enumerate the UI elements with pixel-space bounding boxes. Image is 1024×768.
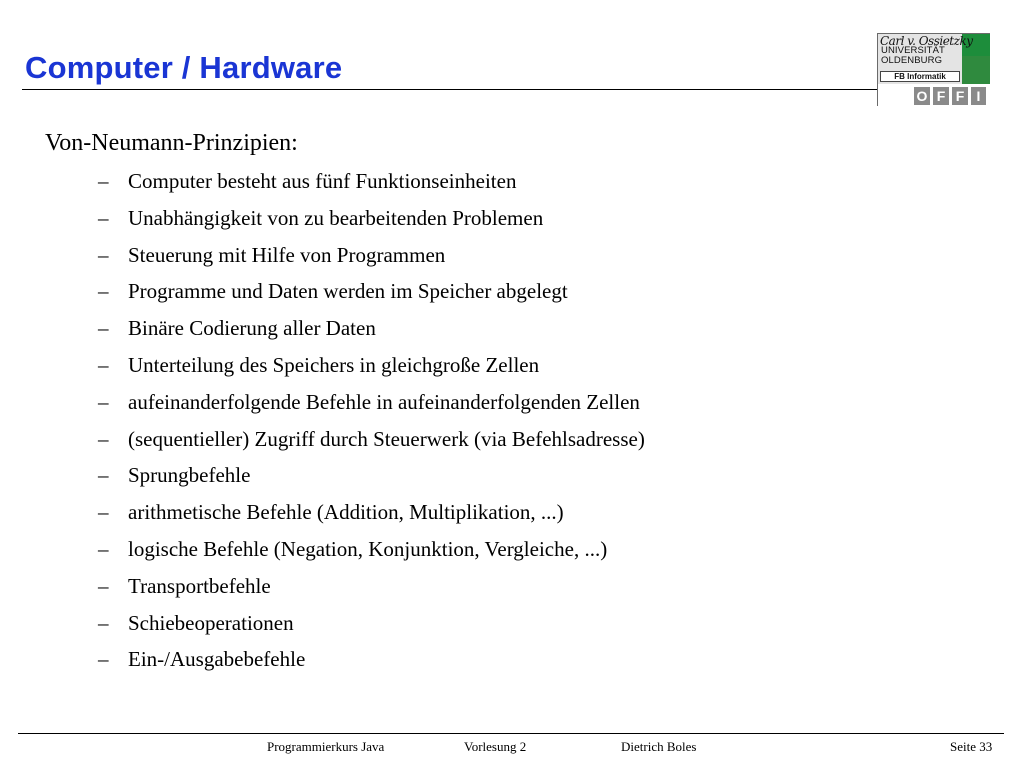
list-item-text: Ein-/Ausgabebefehle	[128, 647, 306, 672]
logo-department-label: FB Informatik	[880, 71, 960, 82]
logo-university-line2: OLDENBURG	[881, 55, 943, 66]
offis-letter: F	[933, 87, 949, 105]
list-item-text: logische Befehle (Negation, Konjunktion, Vergleiche, ...)	[128, 536, 608, 561]
logo-university-line1: UNIVERSITÄT	[881, 45, 945, 56]
bullet-dash: –	[98, 536, 109, 561]
list-item-text: Unterteilung des Speichers in gleichgroße Zellen	[128, 352, 540, 377]
bullet-dash: –	[98, 647, 109, 672]
bullet-dash: –	[98, 426, 109, 451]
bullet-dash: –	[98, 169, 109, 193]
footer-author: Dietrich Boles	[621, 739, 697, 754]
list-item-text: Computer besteht aus fünf Funktionseinheiten	[128, 169, 517, 193]
university-offis-logo	[877, 33, 990, 106]
bullet-dash: –	[98, 389, 109, 414]
list-item-text: arithmetische Befehle (Addition, Multiplikation, ...)	[128, 500, 564, 525]
bullet-dash: –	[98, 500, 109, 525]
list-item-text: (sequentieller) Zugriff durch Steuerwerk (via Befehlsadresse)	[128, 426, 645, 451]
section-heading: Von-Neumann-Prinzipien:	[45, 130, 298, 156]
footer-divider	[18, 733, 1004, 734]
list-item-text: Binäre Codierung aller Daten	[128, 316, 376, 341]
list-item-text: Transportbefehle	[128, 573, 271, 598]
logo-signature: Carl v. Ossietzky	[880, 34, 973, 48]
footer-page-number: Seite 33	[950, 739, 993, 754]
footer-lecture: Vorlesung 2	[464, 739, 527, 754]
bullet-dash: –	[98, 610, 109, 635]
list-item-text: Sprungbefehle	[128, 463, 251, 488]
slide-title: Computer / Hardware	[25, 50, 343, 85]
logo-green-block-right	[962, 56, 990, 84]
offis-letter: I	[971, 87, 986, 105]
bullet-dash: –	[98, 205, 109, 230]
bullet-dash: –	[98, 316, 109, 341]
list-item-text: Programme und Daten werden im Speicher abgelegt	[128, 279, 568, 304]
list-item-text: Steuerung mit Hilfe von Programmen	[128, 242, 446, 267]
footer-course: Programmierkurs Java	[267, 739, 385, 754]
bullet-dash: –	[98, 352, 109, 377]
list-item-text: Unabhängigkeit von zu bearbeitenden Problemen	[128, 205, 544, 230]
bullet-dash: –	[98, 242, 109, 267]
list-item-text: aufeinanderfolgende Befehle in aufeinanderfolgenden Zellen	[128, 389, 640, 414]
title-divider	[22, 89, 890, 90]
bullet-dash: –	[98, 573, 109, 598]
bullet-dash: –	[98, 279, 109, 304]
list-item-text: Schiebeoperationen	[128, 610, 294, 635]
offis-letter: F	[952, 87, 968, 105]
bullet-dash: –	[98, 463, 109, 488]
offis-letter: O	[914, 87, 930, 105]
